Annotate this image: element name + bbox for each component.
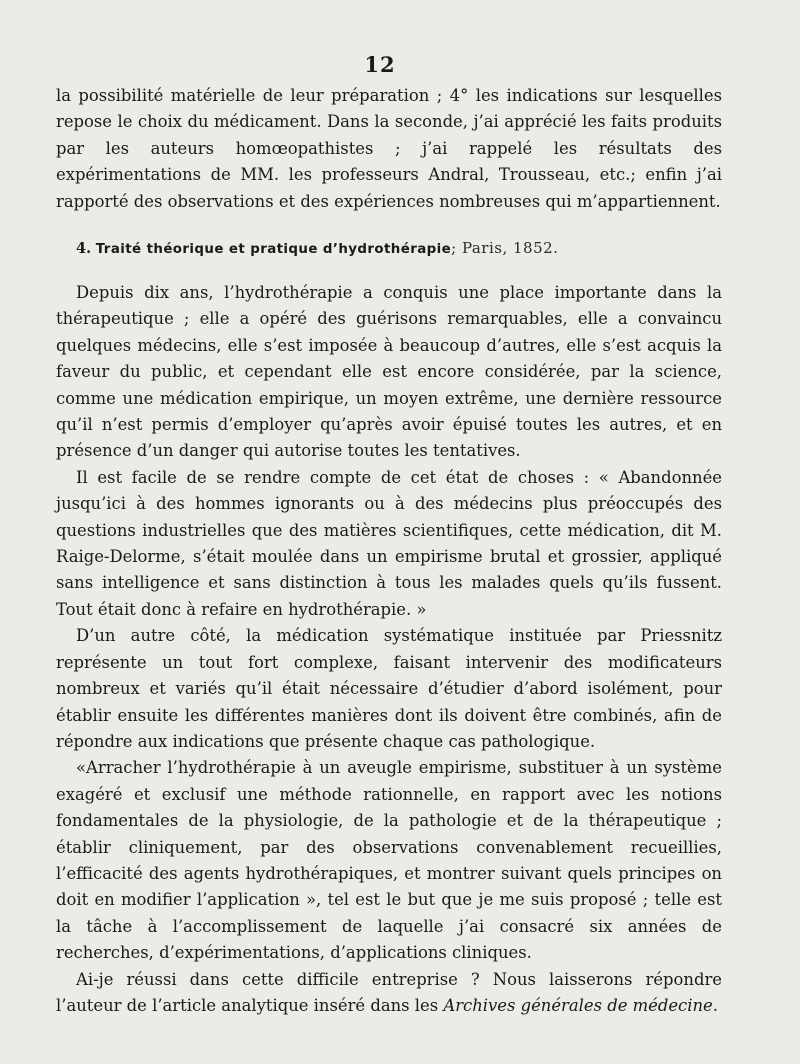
- body-paragraph: Il est facile de se rendre compte de cet état de choses : « Abandonnée jusqu’ici à des hommes ignorants ou à des médecins plus préoccupés des questions industrielles que des matières scientifiques, cette médication, dit M. Raige-Delorme, s’était moulée dans un empirisme brutal et grossier, appliqué sans intelligence et sans distinction à tous les malades quels qu’ils fussent. Tout était donc à refaire en hydrothérapie. »: [56, 467, 722, 619]
- last-paragraph: [56, 967, 722, 1020]
- body-text-block: [56, 280, 722, 1019]
- section-heading: [76, 236, 722, 262]
- last-paragraph-end: .: [712, 995, 718, 1015]
- last-paragraph-text: Ai-je réussi dans cette difficile entreprise ? Nous laisserons répondre l’auteur de l’article analytique inséré dans les: [56, 969, 722, 1015]
- body-paragraph: D’un autre côté, la médication systématique instituée par Priessnitz représente un tout fort complexe, faisant intervenir des modificateurs nombreux et variés qu’il était nécessaire d’étudier d’abord isolément, pour établir ensuite les différentes manières dont ils doivent être combinés, afin de répondre aux indications que présente chaque cas pathologique.: [56, 626, 722, 751]
- body-paragraph: Depuis dix ans, l’hydrothérapie a conquis une place importante dans la thérapeutique ; elle a opéré des guérisons remarquables, elle a convaincu quelques médecins, elle s’est imposée à beaucoup d’autres, elle s’est acquis la faveur du public, et cependant elle est encore considérée, par la science, comme une médication empirique, un moyen extrême, une dernière ressource qu’il n’est permis d’employer qu’après avoir épuisé toutes les autres, et en présence d’un danger qui autorise toutes les tentatives.: [56, 283, 722, 461]
- page-number: 12: [364, 52, 396, 77]
- intro-text-block: [56, 83, 722, 215]
- body-paragraph: «Arracher l’hydrothérapie à un aveugle empirisme, substituer à un système exagéré et exclusif une méthode rationnelle, en rapport avec les notions fondamentales de la physiologie, de la pathologie et de la thérapeutique ; établir cliniquement, par des observations convenablement recueillies, l’efficacité des agents hydrothérapiques, et montrer suivant quels principes on doit en modifier l’application », tel est le but que je me suis proposé ; telle est la tâche à l’accomplissement de laquelle j’ai consacré six années de recherches, d’expérimentations, d’applications cliniques.: [56, 758, 722, 963]
- intro-paragraph: la possibilité matérielle de leur préparation ; 4° les indications sur lesquelles repose le choix du médicament. Dans la seconde, j’ai apprécié les faits produits par les auteurs homœopathistes ; j’ai rappelé les résultats des expérimentations de MM. les professeurs Andral, Trousseau, etc.; enfin j’ai rapporté des observations et des expériences nombreuses qui m’appartiennent.: [56, 86, 722, 211]
- section-title: Traité théorique et pratique d’hydrothérapie: [95, 242, 452, 257]
- section-place-date: ; Paris, 1852.: [451, 239, 559, 257]
- journal-title: Archives générales de médecine: [443, 995, 713, 1015]
- section-number: 4.: [76, 240, 92, 257]
